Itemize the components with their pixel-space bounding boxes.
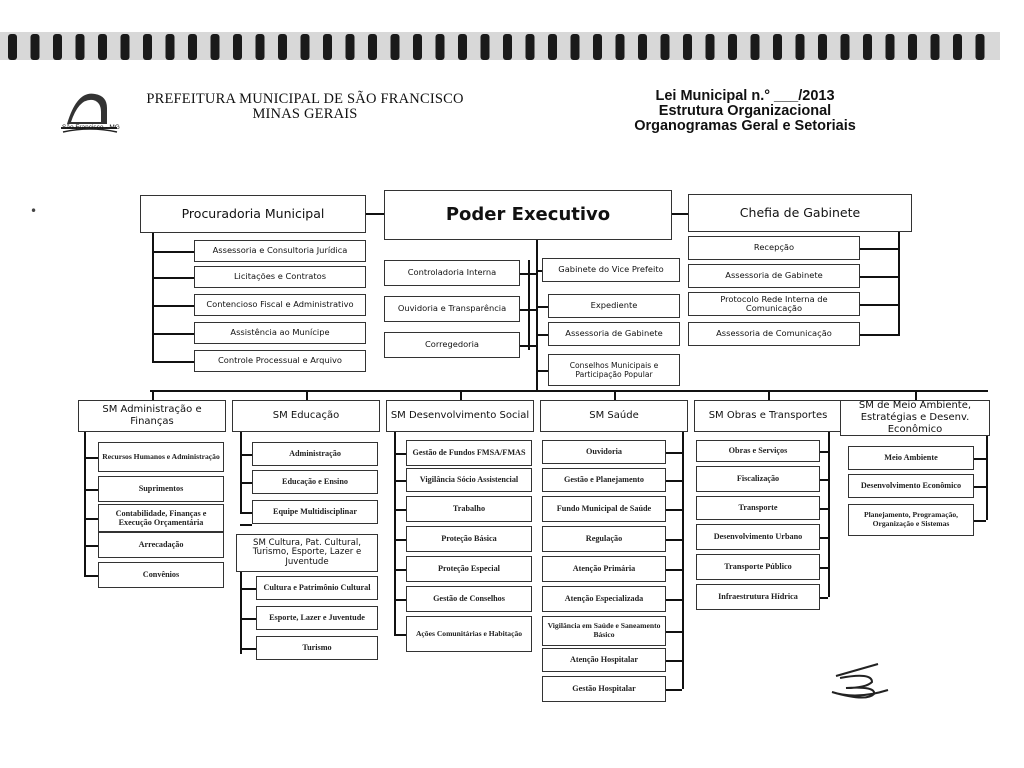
connector [820,537,828,539]
connector [536,334,548,336]
connector [682,432,684,689]
connector [614,390,616,400]
connector [820,479,828,481]
procuradoria-item: Contencioso Fiscal e Administrativo [194,294,366,316]
connector [860,276,898,278]
secretaria-item: Desenvolvimento Econômico [848,474,974,498]
cultura-item: Esporte, Lazer e Juventude [256,606,378,630]
law-number: Lei Municipal n.° ___/2013 [655,88,835,104]
procuradoria-box: Procuradoria Municipal [140,195,366,233]
secretaria-item: Gestão Hospitalar [542,676,666,702]
secretaria-item: Trabalho [406,496,532,522]
binding-ring [818,34,827,60]
binding-ring [571,34,580,60]
connector [520,345,536,347]
connector [820,508,828,510]
connector [666,480,682,482]
connector [152,251,194,253]
secretaria-item: Desenvolvimento Urbano [696,524,820,550]
binding-ring [121,34,130,60]
connector [84,489,98,491]
secretaria-item: Equipe Multidisciplinar [252,500,378,524]
binding-ring [256,34,265,60]
secretaria-item: Transporte [696,496,820,520]
secretaria-item: Ouvidoria [542,440,666,464]
connector [84,518,98,520]
connector [394,634,406,636]
structure-title: Estrutura Organizacional [658,103,832,119]
binding-ring [211,34,220,60]
binding-ring [931,34,940,60]
secretaria-item: Recursos Humanos e Administração [98,442,224,472]
secretaria-item: Gestão de Conselhos [406,586,532,612]
secretaria-item: Ações Comunitárias e Habitação [406,616,532,652]
secretaria-item: Suprimentos [98,476,224,502]
binding-ring [233,34,242,60]
connector [986,432,988,520]
logo-caption: São Francisco - MG [62,124,120,131]
secretaria-item: Educação e Ensino [252,470,378,494]
connector [860,304,898,306]
secretaria-item: Obras e Serviços [696,440,820,462]
connector [152,361,194,363]
connector [974,520,986,522]
connector [84,575,98,577]
secretaria-box: SM Obras e Transportes [694,400,842,432]
connector [152,333,194,335]
connector [666,631,682,633]
executivo-item: Assessoria de Gabinete [548,322,680,346]
binding-ring [391,34,400,60]
connector [860,248,898,250]
secretaria-item: Contabilidade, Finanças e Execução Orçamentária [98,504,224,532]
secretaria-item: Convênios [98,562,224,588]
connector [240,648,256,650]
connector [240,588,256,590]
connector [666,689,682,691]
procuradoria-item: Assistência ao Munícipe [194,322,366,344]
procuradoria-item: Controle Processual e Arquivo [194,350,366,372]
connector [240,572,242,654]
cultura-item: Turismo [256,636,378,660]
binding-ring [796,34,805,60]
connector [860,334,898,336]
binding-ring [751,34,760,60]
secretaria-box: SM Administração e Finanças [78,400,226,432]
connector [152,390,154,400]
connector [84,432,86,575]
secretaria-item: Atenção Primária [542,556,666,582]
binding-ring [683,34,692,60]
procuradoria-item: Licitações e Contratos [194,266,366,288]
binding-ring [706,34,715,60]
binding-ring [143,34,152,60]
binding-ring [886,34,895,60]
binding-ring [368,34,377,60]
organogram-title: Organogramas Geral e Setoriais [634,118,856,134]
state-title: MINAS GERAIS [252,106,358,122]
sm-cultura-box: SM Cultura, Pat. Cultural, Turismo, Esporte, Lazer e Juventude [236,534,378,572]
binding-ring [616,34,625,60]
binding-ring [323,34,332,60]
connector [394,539,406,541]
chefia-item: Protocolo Rede Interna de Comunicação [688,292,860,316]
connector [520,309,536,311]
binding-ring [638,34,647,60]
prefeitura-title: PREFEITURA MUNICIPAL DE SÃO FRANCISCO [146,91,464,107]
binding-ring [31,34,40,60]
binding-ring [436,34,445,60]
binding-ring [76,34,85,60]
connector [240,432,242,512]
binding-ring [301,34,310,60]
connector [306,390,308,400]
binding-ring [413,34,422,60]
executivo-item: Corregedoria [384,332,520,358]
connector [240,454,252,456]
connector [666,660,682,662]
connector [394,432,396,634]
procuradoria-item: Assessoria e Consultoria Jurídica [194,240,366,262]
chefia-item: Assessoria de Comunicação [688,322,860,346]
executivo-item: Gabinete do Vice Prefeito [542,258,680,282]
executivo-item: Expediente [548,294,680,318]
connector [666,509,682,511]
connector [820,567,828,569]
law-header [630,89,860,134]
chefia-gabinete-box: Chefia de Gabinete [688,194,912,232]
secretaria-box: SM Saúde [540,400,688,432]
secretaria-item: Vigilância em Saúde e Saneamento Básico [542,616,666,646]
connector [974,458,986,460]
connector [394,509,406,511]
connector [394,569,406,571]
binding-ring [593,34,602,60]
secretaria-item: Atenção Especializada [542,586,666,612]
connector [974,486,986,488]
connector [915,390,917,400]
binding-ring [188,34,197,60]
binding-ring [728,34,737,60]
connector [820,597,828,599]
secretaria-item: Fundo Municipal de Saúde [542,496,666,522]
connector [768,390,770,400]
secretaria-box: SM Desenvolvimento Social [386,400,534,432]
connector [152,305,194,307]
connector [536,240,538,390]
secretaria-item: Transporte Público [696,554,820,580]
binding-ring [503,34,512,60]
binding-ring [841,34,850,60]
secretaria-item: Atenção Hospitalar [542,648,666,672]
connector [666,569,682,571]
secretaria-item: Proteção Especial [406,556,532,582]
binding-ring [526,34,535,60]
connector [666,452,682,454]
municipal-logo [55,86,125,142]
chefia-item: Recepção [688,236,860,260]
secretaria-item: Gestão e Planejamento [542,468,666,492]
secretaria-item: Fiscalização [696,466,820,492]
connector [240,618,256,620]
connector [366,213,384,215]
connector [536,306,548,308]
secretaria-item: Gestão de Fundos FMSA/FMAS [406,440,532,466]
connector [240,512,252,514]
cultura-item: Cultura e Patrimônio Cultural [256,576,378,600]
connector [84,545,98,547]
binding-ring [98,34,107,60]
connector [394,480,406,482]
binding-ring [166,34,175,60]
connector [666,539,682,541]
connector [394,453,406,455]
executivo-item: Conselhos Municipais e Participação Popular [548,354,680,386]
executivo-item: Ouvidoria e Transparência [384,296,520,322]
secretaria-item: Regulação [542,526,666,552]
connector [820,451,828,453]
binding-ring [458,34,467,60]
secretaria-item: Vigilância Sócio Assistencial [406,468,532,492]
binding-ring [976,34,985,60]
connector [152,277,194,279]
secretaria-box: SM Educação [232,400,380,432]
connector [536,370,548,372]
connector [394,599,406,601]
binding-ring [548,34,557,60]
secretaria-item: Meio Ambiente [848,446,974,470]
connector [666,599,682,601]
executivo-item: Controladoria Interna [384,260,520,286]
chefia-item: Assessoria de Gabinete [688,264,860,288]
connector [84,457,98,459]
binding-ring [8,34,17,60]
secretaria-item: Infraestrutura Hídrica [696,584,820,610]
secretaria-item: Arrecadação [98,532,224,558]
connector [240,524,252,526]
binding-ring [953,34,962,60]
binding-ring [346,34,355,60]
binding-ring [773,34,782,60]
connector [672,213,688,215]
binding-ring [53,34,62,60]
connector [828,432,830,597]
secretaria-item: Proteção Básica [406,526,532,552]
connector [150,390,988,392]
spiral-binding [0,22,1024,70]
secretaria-item: Administração [252,442,378,466]
binding-ring [278,34,287,60]
secretaria-box: SM de Meio Ambiente, Estratégias e Desenv. Econômico [840,400,990,436]
binding-ring [661,34,670,60]
page-dot: • [30,204,38,218]
poder-executivo-box: Poder Executivo [384,190,672,240]
binding-ring [908,34,917,60]
binding-ring [863,34,872,60]
binding-ring [481,34,490,60]
connector [460,390,462,400]
connector [240,482,252,484]
city-header [140,92,470,122]
signature [826,660,896,702]
connector [898,232,900,336]
connector [520,273,536,275]
secretaria-item: Planejamento, Programação, Organização e Sistemas [848,504,974,536]
